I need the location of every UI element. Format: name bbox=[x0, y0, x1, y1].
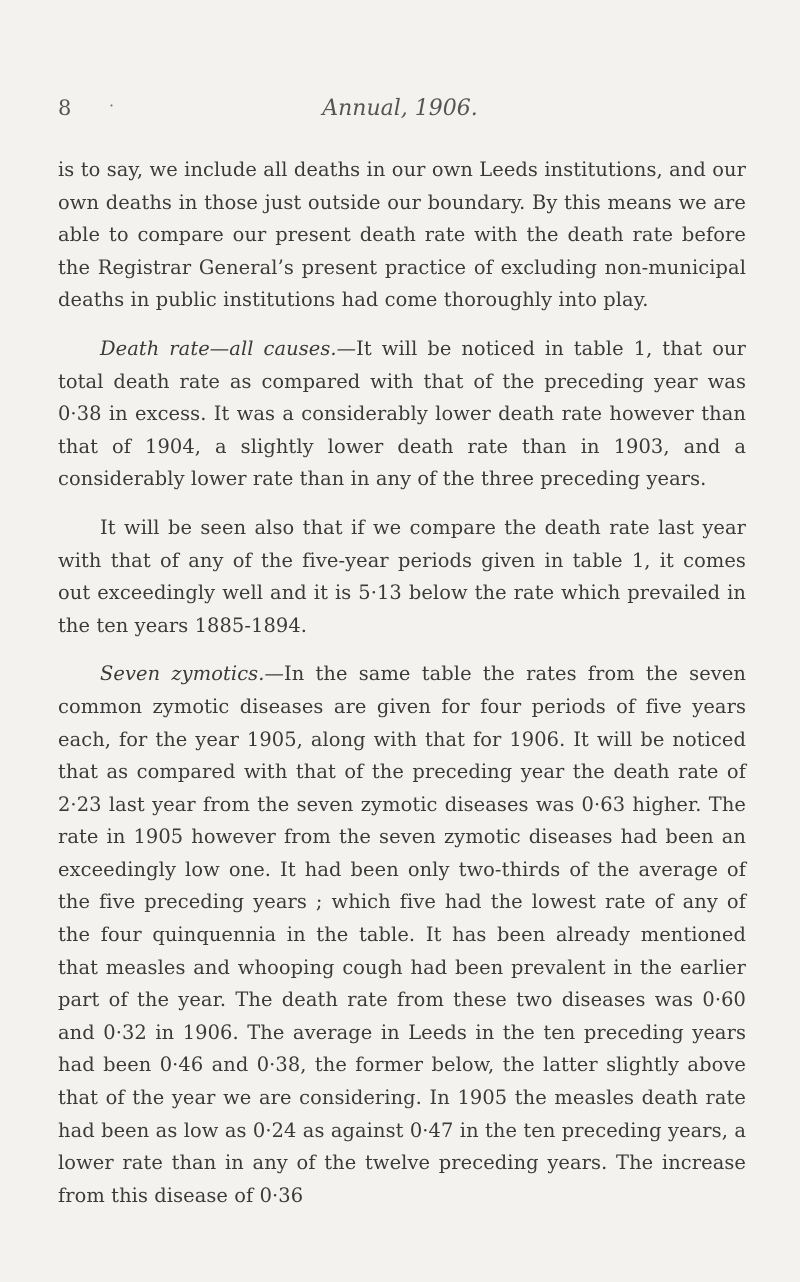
body-text bbox=[58, 154, 746, 1228]
paragraph-seven-zymotics bbox=[58, 658, 746, 1212]
running-head bbox=[0, 96, 800, 121]
paragraph-death-rate bbox=[58, 333, 746, 496]
paragraph-continuation: is to say, we include all deaths in our own Leeds institutions, and our own deaths in those just outside our boundary. By this means we are able to compare our present death rate with the death rate before the Registrar General’s present practice of excluding non-municipal deaths in public institutions had come thoroughly into play. bbox=[58, 158, 746, 312]
section-heading-death-rate: Death rate—all causes. bbox=[100, 336, 337, 360]
page-number: 8 bbox=[58, 96, 72, 120]
paragraph-seven-zymotics-text: —In the same table the rates from the seven common zymotic diseases are given for four periods of five years each, for the year 1905, along with that for 1906. It will be noticed that as compared with that of the preceding year the death rate of 2·23 last year from the seven zymotic diseases was 0·63 higher. The rate in 1905 however from the seven zymotic diseases had been an exceedingly low one. It had been only two-thirds of the average of the five preceding years ; which five had the lowest rate of any of the four quinquennia in the table. It has been already mentioned that measles and whooping cough had been prevalent in the earlier part of the year. The death rate from these two diseases was 0·60 and 0·32 in 1906. The average in Leeds in the ten preceding years had been 0·46 and 0·38, the former below, the latter slightly above that of the year we are considering. In 1905 the measles death rate had been as low as 0·24 as against 0·47 in the ten preceding years, a lower rate than in any of the twelve preceding years. The increase from this disease of 0·36 bbox=[58, 662, 746, 1207]
page-header bbox=[0, 96, 800, 136]
paragraph-five-year-periods: It will be seen also that if we compare the death rate last year with that of any of the five-year periods given in table 1, it comes out exceedingly well and it is 5·13 below the rate which prevailed in the ten years 1885-1894. bbox=[58, 515, 746, 637]
running-title: Annual, bbox=[322, 96, 408, 121]
running-year: 1906. bbox=[414, 96, 478, 121]
header-dot: · bbox=[109, 96, 115, 115]
paragraph-death-rate-text: —It will be noticed in table 1, that our total death rate as compared with that of the preceding year was 0·38 in excess. It was a considerably lower death rate however than that of 1904, a slightly lower death rate than in 1903, and a considerably lower rate than in any of the three preceding years. bbox=[58, 336, 746, 491]
section-heading-seven-zymotics: Seven zymotics. bbox=[100, 662, 265, 686]
